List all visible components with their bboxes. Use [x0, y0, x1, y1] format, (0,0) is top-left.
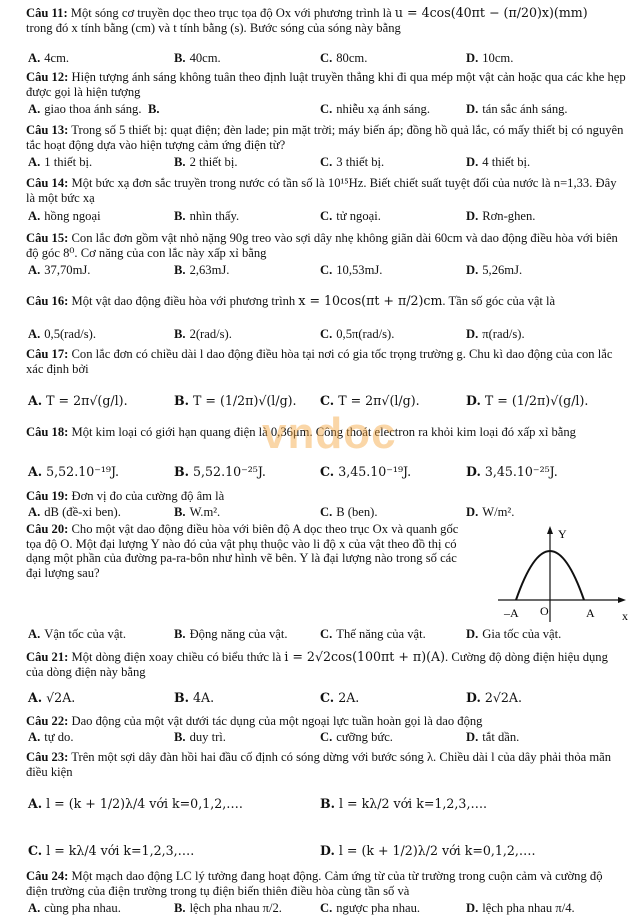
- question-24: Câu 24: Một mạch dao động LC lý tưởng đang hoạt động. Cảm ứng từ của từ trường trong cuộn cảm và cường độ điện trường của điện trường trong tụ điện biến thiên điều hòa cùng tần số và: [26, 869, 603, 898]
- option-c[interactable]: C. 10,53mJ.: [320, 263, 383, 277]
- parabola-graph: [492, 522, 632, 630]
- option-b[interactable]: B. 2(rad/s).: [174, 327, 232, 341]
- option-d[interactable]: D. tắt dần.: [466, 730, 520, 744]
- option-c[interactable]: C. 3 thiết bị.: [320, 155, 385, 169]
- option-c[interactable]: C. B (ben).: [320, 505, 378, 519]
- q20-options: [26, 627, 626, 643]
- option-d[interactable]: D. W/m².: [466, 505, 515, 519]
- option-b[interactable]: B. 2 thiết bị.: [174, 155, 238, 169]
- question-16: Câu 16: Một vật dao động điều hòa với phương trình x = 10cos(πt + π/2)cm. Tần số góc của vật là: [26, 293, 556, 308]
- question-14: Câu 14: Một bức xạ đơn sắc truyền trong nước có tần số là 10¹⁵Hz. Biết chiết suất tuyệt đối của nước là n=1,33. Đây là một bức xạ: [26, 176, 617, 205]
- option-c[interactable]: C. l = kλ/4 với k=1,2,3,….: [28, 843, 195, 858]
- option-c[interactable]: C. 0,5π(rad/s).: [320, 327, 395, 341]
- origin-label: O: [540, 604, 549, 618]
- option-b[interactable]: B. 5,52.10⁻²⁵J.: [174, 464, 266, 479]
- option-a[interactable]: A. 5,52.10⁻¹⁹J.: [28, 464, 120, 479]
- option-b[interactable]: B. duy trì.: [174, 730, 226, 744]
- option-d[interactable]: D. 4 thiết bị.: [466, 155, 531, 169]
- option-c[interactable]: C. ngược pha nhau.: [320, 901, 421, 915]
- option-b[interactable]: B.: [148, 102, 160, 116]
- option-c[interactable]: C. Thế năng của vật.: [320, 627, 426, 641]
- y-axis-arrow: [547, 526, 553, 534]
- option-d[interactable]: D. tán sắc ánh sáng.: [466, 102, 568, 116]
- option-a[interactable]: A. 4cm.: [28, 51, 70, 65]
- q17-options: [26, 393, 626, 409]
- q12-options: [26, 102, 626, 118]
- q15-options: [26, 263, 626, 279]
- x-axis-label: x: [622, 609, 628, 623]
- q19-options: [26, 505, 626, 521]
- option-a[interactable]: A. dB (đề-xi ben).: [28, 505, 121, 519]
- option-b[interactable]: B. W.m².: [174, 505, 221, 519]
- question-20: Câu 20: Cho một vật dao động điều hòa với biên độ A dọc theo trục Ox và quanh gốc tọa độ O. Một đại lượng Y nào đó của vật phụ thuộc vào li độ x của vật theo đồ thị có dạng một phần của đường pa-ra-bôn như hình vẽ bên. Y là đại lượng nào trong số các đại lượng sau?: [26, 522, 459, 580]
- option-c[interactable]: C. T = 2π√(l/g).: [320, 393, 420, 408]
- question-13: Câu 13: Trong số 5 thiết bị: quạt điện; đèn lade; pin mặt trời; máy biến áp; đồng hồ quả lắc, có mấy thiết bị có nguyên tắc hoạt động dựa vào hiện tượng cảm ứng điện từ?: [26, 123, 624, 152]
- option-b[interactable]: B. l = kλ/2 với k=1,2,3,….: [320, 796, 488, 811]
- option-b[interactable]: B. 4A.: [174, 690, 215, 705]
- option-c[interactable]: C. 3,45.10⁻¹⁹J.: [320, 464, 412, 479]
- option-c[interactable]: C. 80cm.: [320, 51, 368, 65]
- option-a[interactable]: A. tự do.: [28, 730, 74, 744]
- option-a[interactable]: A. Vận tốc của vật.: [28, 627, 127, 641]
- option-d[interactable]: D. lệch pha nhau π/4.: [466, 901, 575, 915]
- option-d[interactable]: D. 3,45.10⁻²⁵J.: [466, 464, 558, 479]
- option-a[interactable]: A. T = 2π√(g/l).: [28, 393, 128, 408]
- option-a[interactable]: A. giao thoa ánh sáng.: [28, 102, 142, 116]
- q16-options: [26, 327, 626, 343]
- q24-options: [26, 901, 626, 917]
- q22-options: [26, 730, 626, 746]
- question-23: Câu 23: Trên một sợi dây đàn hồi hai đầu cố định có sóng dừng với bước sóng λ. Chiều dài l của dây phải thỏa mãn điều kiện: [26, 750, 612, 779]
- q16-equation: x = 10cos(πt + π/2)cm: [298, 293, 443, 308]
- question-19: Câu 19: Đơn vị đo của cường độ âm là: [26, 489, 225, 503]
- option-a[interactable]: A. 1 thiết bị.: [28, 155, 93, 169]
- q23-options-row2: [26, 843, 626, 859]
- question-22: Câu 22: Dao động của một vật dưới tác dụng của một ngoại lực tuần hoàn gọi là dao động: [26, 714, 483, 728]
- option-c[interactable]: C. 2A.: [320, 690, 360, 705]
- q11-equation: u = 4cos(40πt − (π/20)x)(mm): [394, 5, 588, 20]
- q18-options: [26, 464, 626, 480]
- option-d[interactable]: D. T = (1/2π)√(g/l).: [466, 393, 589, 408]
- q14-options: [26, 209, 626, 225]
- option-b[interactable]: B. Động năng của vật.: [174, 627, 288, 641]
- option-b[interactable]: B. T = (1/2π)√(l/g).: [174, 393, 297, 408]
- q23-options-row1: [26, 796, 626, 812]
- option-b[interactable]: B. 40cm.: [174, 51, 221, 65]
- question-11: Câu 11: Một sóng cơ truyền dọc theo trục tọa độ Ox với phương trình là u = 4cos(40πt − (π/20)x)(mm) trong đó x tính bằng (cm) và t tính bằng (s). Bước sóng của sóng này bằng: [26, 5, 588, 35]
- q21-equation: i = 2√2cos(100πt + π)(A): [284, 649, 446, 664]
- q21-options: [26, 690, 626, 706]
- q11-options: [26, 51, 626, 67]
- q13-options: [26, 155, 626, 171]
- neg-amplitude-label: –A: [504, 606, 519, 620]
- option-a[interactable]: A. hồng ngoại: [28, 209, 101, 223]
- option-d[interactable]: D. 5,26mJ.: [466, 263, 523, 277]
- option-c[interactable]: C. tử ngoại.: [320, 209, 381, 223]
- question-12: Câu 12: Hiện tượng ánh sáng không tuân theo định luật truyền thẳng khi đi qua mép một vật cản hoặc qua các khe hẹp được gọi là hiện tượng: [26, 70, 626, 99]
- watermark-logo: vndoc: [262, 409, 397, 458]
- question-21: Câu 21: Một dòng điện xoay chiều có biểu thức là i = 2√2cos(100πt + π)(A). Cường độ dòng điện hiệu dụng của dòng điện này bằng: [26, 649, 608, 679]
- option-c[interactable]: C. nhiễu xạ ánh sáng.: [320, 102, 430, 116]
- option-a[interactable]: A. cùng pha nhau.: [28, 901, 121, 915]
- question-18: Câu 18: Một kim loại có giới hạn quang điện là 0,36μm. Công thoát electron ra khỏi kim loại đó xấp xỉ bằng: [26, 425, 576, 439]
- option-c[interactable]: C. cưỡng bức.: [320, 730, 393, 744]
- option-b[interactable]: B. 2,63mJ.: [174, 263, 230, 277]
- question-15: Câu 15: Con lắc đơn gồm vật nhỏ nặng 90g treo vào sợi dây nhẹ không giãn dài 60cm và dao động điều hòa với biên độ góc 8⁰. Cơ năng của con lắc này xấp xỉ bằng: [26, 231, 618, 260]
- x-axis-arrow: [618, 597, 626, 603]
- option-d[interactable]: D. Gia tốc của vật.: [466, 627, 562, 641]
- y-axis-label: Y: [558, 527, 567, 541]
- option-d[interactable]: D. 10cm.: [466, 51, 514, 65]
- pos-amplitude-label: A: [586, 606, 595, 620]
- option-a[interactable]: A. l = (k + 1/2)λ/4 với k=0,1,2,….: [28, 796, 243, 811]
- option-b[interactable]: B. lệch pha nhau π/2.: [174, 901, 282, 915]
- option-b[interactable]: B. nhìn thấy.: [174, 209, 240, 223]
- option-a[interactable]: A. 37,70mJ.: [28, 263, 91, 277]
- option-d[interactable]: D. Rơn-ghen.: [466, 209, 536, 223]
- option-a[interactable]: A. 0,5(rad/s).: [28, 327, 97, 341]
- option-d[interactable]: D. l = (k + 1/2)λ/2 với k=0,1,2,….: [320, 843, 536, 858]
- option-d[interactable]: D. 2√2A.: [466, 690, 523, 705]
- question-17: Câu 17: Con lắc đơn có chiều dài l dao động điều hòa tại nơi có gia tốc trọng trường g. Chu kì dao động của con lắc xác định bởi: [26, 347, 613, 376]
- option-d[interactable]: D. π(rad/s).: [466, 327, 525, 341]
- option-a[interactable]: A. √2A.: [28, 690, 76, 705]
